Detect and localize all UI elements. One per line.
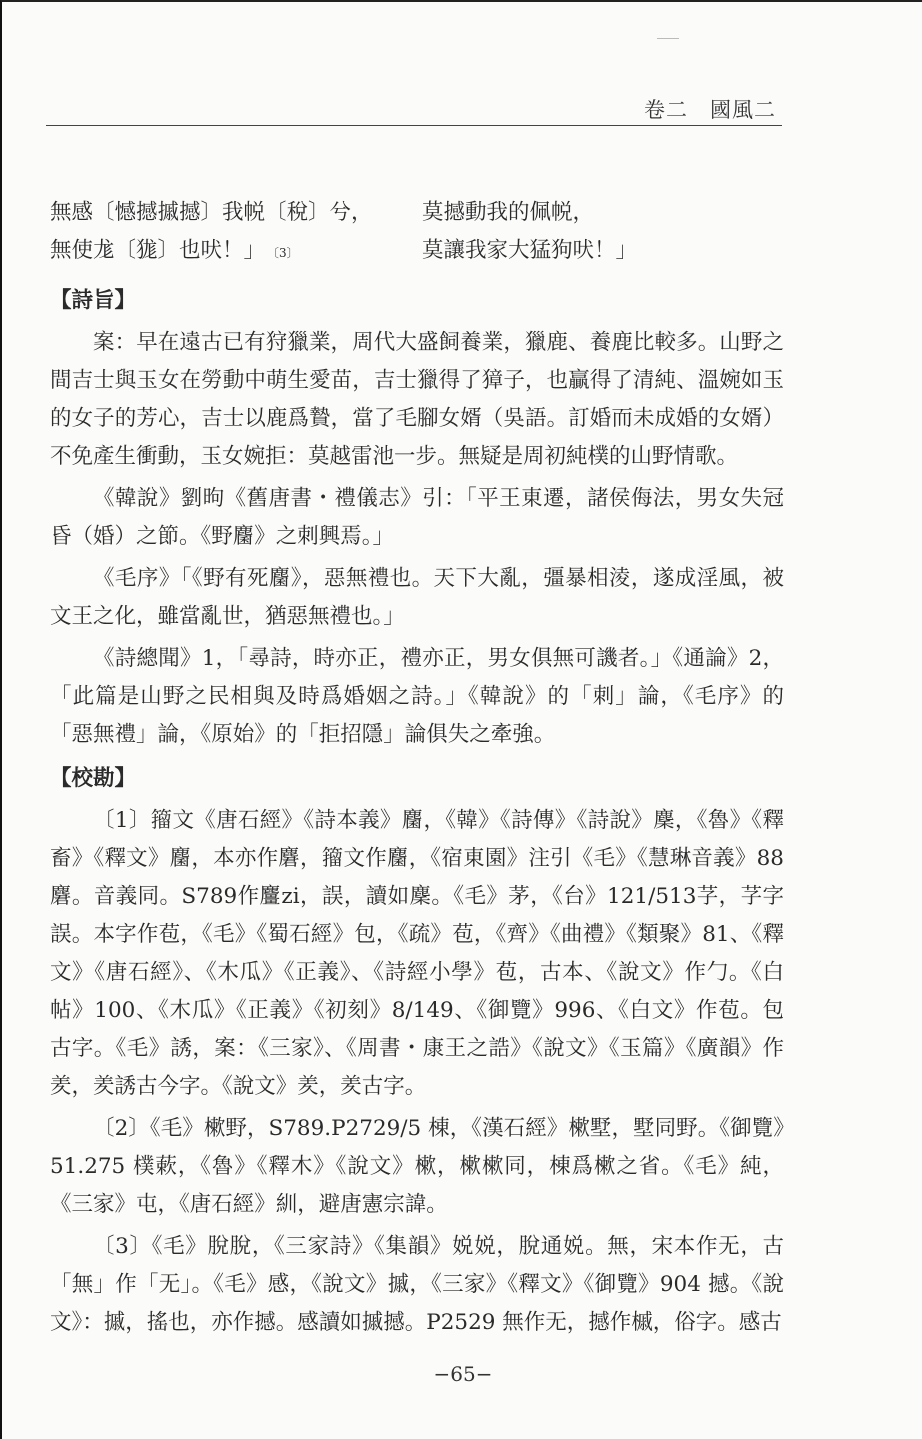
poem-original: 無感〔憾撼摵撼〕我帨〔稅〕兮， [50, 200, 373, 225]
page-body [50, 194, 784, 1346]
poem-original: 無使尨〔狵〕也吠！」 [50, 238, 266, 263]
poem-line-2 [50, 232, 299, 272]
paragraph: 〔2〕《毛》樕野，S789.P2729/5 棟，《漢石經》樕墅，墅同野。《御覽》51.275 樸蔌，《魯》《釋木》《說文》樕，樕樕同，棟爲樕之省。《毛》純，《三家》屯，《唐石經》紃，避唐憲宗諱。 [50, 1116, 784, 1217]
paragraph: 《毛序》「《野有死麕》，惡無禮也。天下大亂，彊暴相淩，遂成淫風，被文王之化，雖當亂世，猶惡無禮也。」 [50, 566, 784, 629]
footnote-ref: 〔3〕 [273, 246, 299, 260]
paragraph: 《韓說》劉昫《舊唐書・禮儀志》引：「平王東遷，諸侯侮法，男女失冠昏（婚）之節。《野麕》之刺興焉。」 [50, 486, 784, 549]
section-title-jiaokan: 【校勘】 [50, 766, 137, 791]
paragraph: 《詩總聞》1，「尋詩，時亦正，禮亦正，男女俱無可譏者。」《通論》2，「此篇是山野之民相與及時爲婚姻之詩。」《韓說》的「刺」論，《毛序》的「惡無禮」論，《原始》的「拒招隱」論俱失之牽強。 [50, 646, 784, 747]
poem-translation-1: 莫撼動我的佩帨， [422, 200, 595, 225]
header-rule [46, 125, 782, 126]
paragraph: 〔3〕《毛》脫脫，《三家詩》《集韻》娧娧，脫通娧。無，宋本作无，古「無」作「无」。《毛》感，《說文》摵，《三家》《釋文》《御覽》904 撼。《說文》：摵，搖也，亦作撼。感讀如摵撼。P2529 無作无，撼作槭，俗字。感古 [50, 1234, 784, 1335]
poem-line-1 [50, 194, 373, 232]
running-head: 卷二 國風二 [644, 98, 776, 122]
section-title-shizhi: 【詩旨】 [50, 288, 137, 313]
poem-block [50, 194, 784, 270]
paragraph: 〔1〕籀文《唐石經》《詩本義》麕，《韓》《詩傳》《詩說》麇，《魯》《釋畜》《釋文》麕，本亦作麏，籀文作麕，《宿東園》注引《毛》《慧琳音義》88麏。音義同。S789作麠zi，誤，讀如麇。《毛》茅，《台》121/513芓，芓字誤。本字作苞，《毛》《蜀石經》包，《疏》苞，《齊》《曲禮》《類聚》81、《釋文》《唐石經》、《木瓜》《正義》、《詩經小學》苞，古本、《說文》作勹。《白帖》100、《木瓜》《正義》《初刻》8/149、《御覽》996、《白文》作苞。包古字。《毛》誘，案：《三家》、《周書・康王之誥》《說文》《玉篇》《廣韻》作羑，羑誘古今字。《說文》羑，羑古字。 [50, 808, 784, 1099]
paragraph: 案：早在遠古已有狩獵業，周代大盛飼養業，獵鹿、養鹿比較多。山野之間吉士與玉女在勞動中萌生愛苗，吉士獵得了獐子，也贏得了清純、溫婉如玉的女子的芳心，吉士以鹿爲贄，當了毛腳女婿（吳語。訂婚而未成婚的女婿）不免產生衝動，玉女婉拒：莫越雷池一步。無疑是周初純樸的山野情歌。 [50, 330, 784, 469]
poem-translation-2: 莫讓我家大猛狗吠！」 [422, 238, 638, 263]
page-number: −65− [433, 1362, 493, 1386]
scan-mark [657, 38, 679, 39]
